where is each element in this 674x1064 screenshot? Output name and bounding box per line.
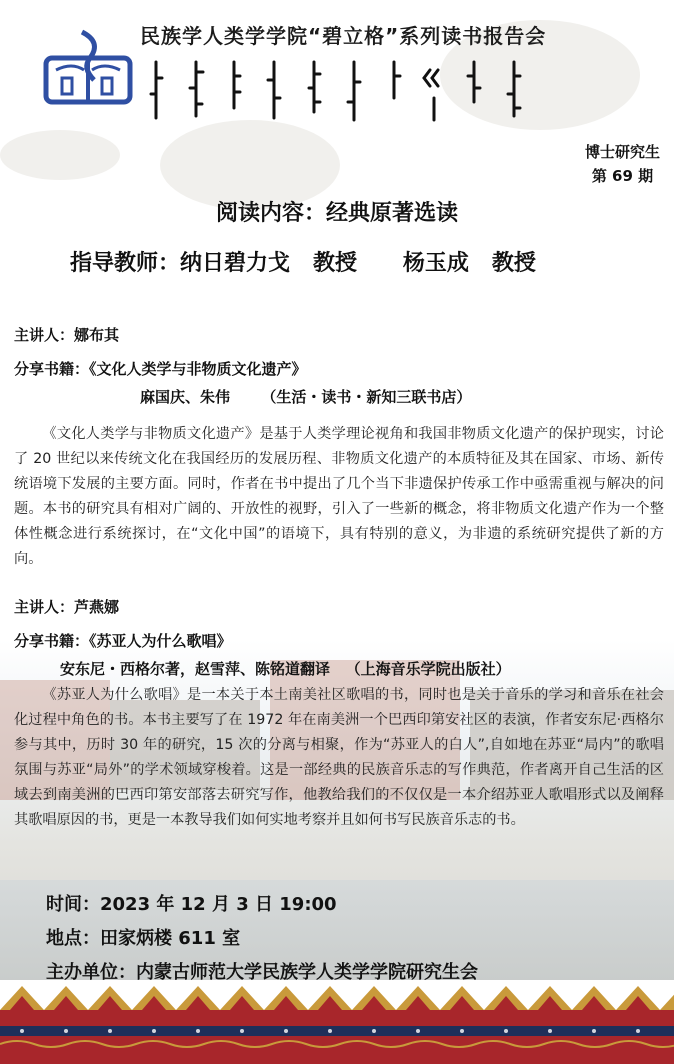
book-2-summary: 《苏亚人为什么歌唱》是一本关于本土南美社区歌唱的书，同时也是关于音乐的学习和音乐在社会化过程中角色的书。本书主要写了在 1972 年在南美洲一个巴西印第安社区的表演，作者安东尼·西格尔参与其中，历时 30 年的研究，15 次的分离与相聚，作为“苏亚人的白人”,自如地在苏亚“局内”的歌唱氛围与苏亚“局外”的学术领域穿梭着。这是一部经典的民族音乐志的写作典范，作者离开自己生活的区域去到南美洲的巴西印第安部落去研究写作，他教给我们的不仅仅是一本介绍苏亚人歌唱形式以及阐释其歌唱原因的书，更是一本教导我们如何实地考察并且如何书写民族音乐志的书。	[14, 687, 664, 828]
event-organizer: 主办单位：内蒙古师范大学民族学人类学学院研究生会	[46, 962, 478, 983]
speaker-1: 主讲人：娜布其	[14, 326, 120, 344]
book-2-authors: 安东尼・西格尔著，赵雪萍、陈铭道翻译 （上海音乐学院出版社）	[60, 660, 511, 678]
ornamental-border	[0, 980, 674, 1064]
advisors: 指导教师：纳日碧力戈 教授 杨玉成 教授	[70, 251, 536, 276]
book-1-summary: 《文化人类学与非物质文化遗产》是基于人类学理论视角和我国非物质文化遗产的保护现实，讨论了 20 世纪以来传统文化在我国经历的发展历程、非物质文化遗产的本质特征及其在国家、市场、新传统语境下发展的主要方面。同时，作者在书中提出了几个当下非遗保护传承工作中亟需重视与解决的问题。本书的研究具有相对广阔的、开放性的视野，引入了一些新的概念，将非物质文化遗产作为一个整体性概念进行系统探讨，在“文化中国”的语境下，具有特别的意义，为非遗的系统研究提供了新的方向。	[14, 426, 664, 567]
speaker-2: 主讲人：芦燕娜	[14, 598, 120, 616]
book-1: 分享书籍：《文化人类学与非物质文化遗产》	[14, 360, 307, 378]
college-logo-icon	[42, 28, 134, 108]
book-1-authors: 麻国庆、朱伟 （生活・读书・新知三联书店）	[140, 388, 472, 406]
degree-label: 博士研究生	[584, 143, 660, 161]
event-time: 时间：2023 年 12 月 3 日 19:00	[46, 894, 337, 915]
degree-issue-block	[585, 140, 660, 188]
series-title: 民族学人类学学院“碧立格”系列读书报告会	[140, 24, 547, 48]
book-2: 分享书籍：《苏亚人为什么歌唱》	[14, 632, 232, 650]
event-place: 地点：田家炳楼 611 室	[46, 928, 241, 949]
cloud-decoration	[0, 130, 120, 180]
mongolian-script-title	[148, 58, 548, 128]
reading-content: 阅读内容：经典原著选读	[215, 201, 458, 226]
issue-number: 第 69 期	[591, 167, 654, 185]
